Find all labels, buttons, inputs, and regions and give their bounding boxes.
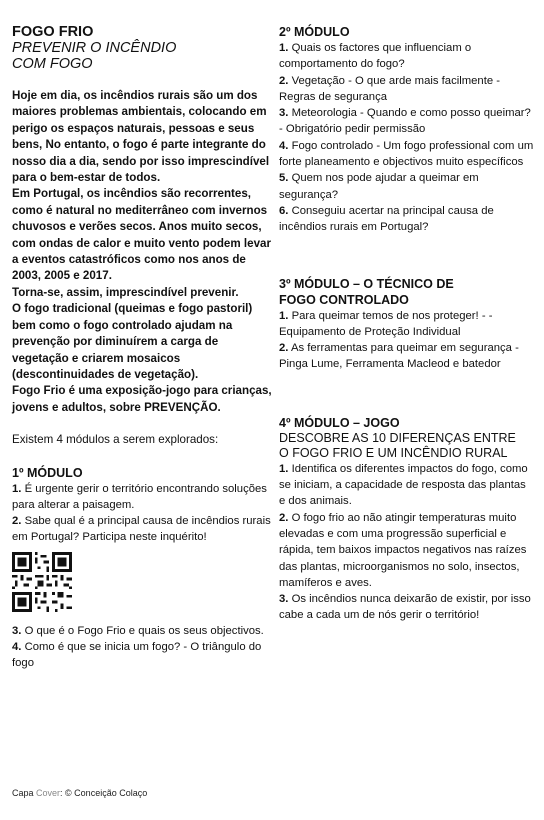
page-title: FOGO FRIO [12, 24, 94, 40]
intro-paragraph: Em Portugal, os incêndios são recorrentes, como é natural no mediterrâneo com invernos chuvosos e verões secos. Anos muito secos, com ondas de calor e muito vento podem levar a eventos catastróficos como nos anos de 2003, 2005 e 2017. [12, 187, 271, 283]
caption-credit: : © Conceição Colaço [60, 788, 148, 798]
module-4-title: 4º MÓDULO – JOGO [279, 415, 400, 430]
module-3 [279, 276, 535, 373]
module-item: 6. Conseguiu acertar na principal causa de incêndios rurais em Portugal? [279, 204, 494, 234]
module-item: 2. As ferramentas para queimar em segurança - Pinga Lume, Ferramenta Macleod e batedor [279, 342, 519, 371]
module-item: 1. Quais os factores que influenciam o comportamento do fogo? [279, 42, 472, 71]
module-item: 3. Meteorologia - Quando e como posso queimar? - Obrigatório pedir permissão [279, 107, 531, 136]
module-item: 4. Como é que se inicia um fogo? - O triângulo do fogo [12, 641, 262, 670]
intro-text [12, 88, 274, 416]
module-item: 3. Os incêndios nunca deixarão de existir, por isso cabe a cada um de nós gerir o território! [279, 593, 531, 622]
module-item: 2. Vegetação - O que arde mais facilmente - Regras de segurança [279, 74, 501, 103]
module-4-subtitle: DESCOBRE AS 10 DIFERENÇAS ENTRE O FOGO FRIO E UM INCÊNDIO RURAL [279, 430, 516, 460]
module-item: 1. Identifica os diferentes impactos do fogo, como se iniciam, a capacidade de resposta das plantas e dos animais. [279, 462, 528, 508]
module-item: 2. O fogo frio ao não atingir temperaturas muito elevadas e com uma progressão superficial e rápida, tem baixos impactos negativos nas raízes das plantas, microorganismos no solo, insectos, mamíferos e aves. [279, 511, 527, 589]
intro-paragraph: Hoje em dia, os incêndios rurais são um dos maiores problemas ambientais, colocando em perigo os espaços naturais, pessoas e seus bens, No entanto, o fogo é parte integrante do nosso dia a dia, sendo por isso imprescindível para o bem-estar de todos. [12, 89, 270, 185]
module-item: 1. Para queimar temos de nos proteger! - - Equipamento de Proteção Individual [279, 309, 493, 338]
subtitle-line: PREVENIR O INCÊNDIO [12, 40, 177, 56]
module-1 [12, 465, 274, 672]
module-3-title: 3º MÓDULO – O TÉCNICO DE FOGO CONTROLADO [279, 276, 454, 307]
qr-code-icon[interactable] [12, 552, 72, 612]
caption-cover: Cover [36, 788, 61, 798]
module-item: 2. Sabe qual é a principal causa de incêndios rurais em Portugal? Participa neste inquérito! [12, 515, 271, 544]
module-2 [279, 24, 535, 236]
intro-paragraph: O fogo tradicional (queimas e fogo pastoril) bem como o fogo controlado ajudam na prevenção por diminuírem a carga de vegetação e criarem mosaicos (descontinuidades de vegetação). [12, 302, 253, 381]
left-column [12, 24, 274, 672]
module-4 [279, 415, 535, 624]
page-subtitle [12, 40, 274, 72]
module-item: 1. É urgente gerir o território encontrando soluções para alterar a paisagem. [12, 482, 267, 511]
module-item: 3. O que é o Fogo Frio e quais os seus objectivos. [12, 624, 264, 637]
subtitle-line: COM FOGO [12, 56, 93, 72]
module-item: 5. Quem nos pode ajudar a queimar em segurança? [279, 172, 479, 201]
module-2-title: 2º MÓDULO [279, 25, 350, 39]
right-column [279, 24, 535, 624]
intro-paragraph: Torna-se, assim, imprescindível prevenir. [12, 285, 239, 299]
module-item: 4. Fogo controlado - Um fogo professional com um forte planeamento e objectivos muito específicos [279, 139, 534, 169]
cover-credit [12, 788, 147, 798]
caption-label: Capa [12, 788, 34, 798]
explore-text: Existem 4 módulos a serem explorados: [12, 433, 219, 447]
module-1-title: 1º MÓDULO [12, 465, 83, 480]
intro-paragraph: Fogo Frio é uma exposição-jogo para crianças, jovens e adultos, sobre PREVENÇÃO. [12, 384, 272, 414]
